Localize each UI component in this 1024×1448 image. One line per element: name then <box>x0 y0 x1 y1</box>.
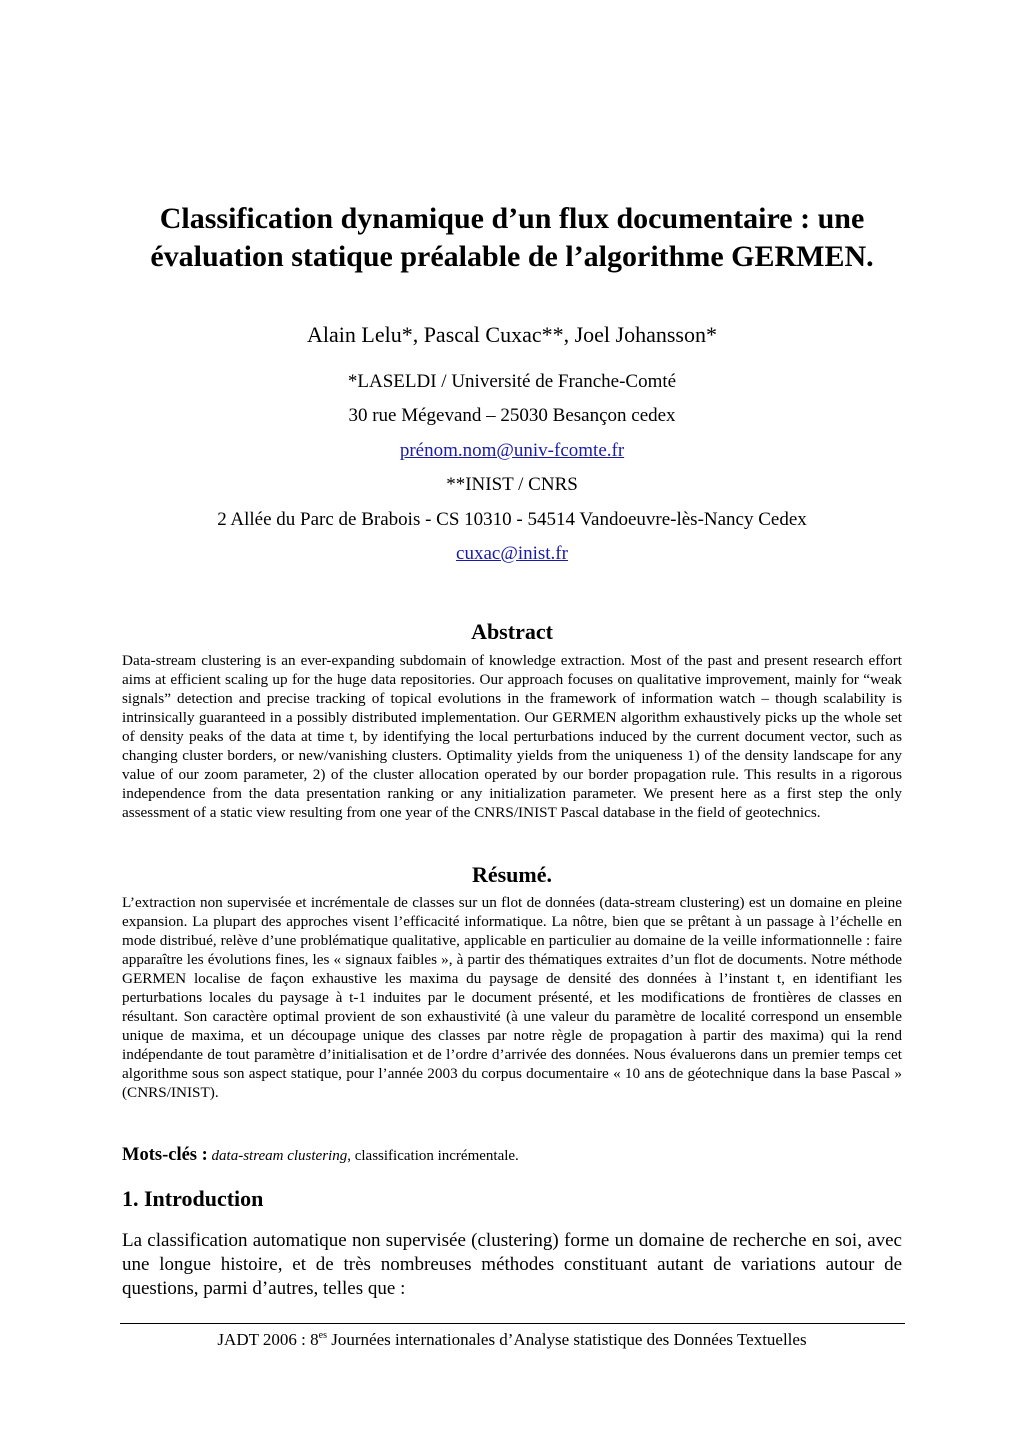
keywords-rest: , classification incrémentale. <box>347 1148 519 1164</box>
affiliation-1-email-link[interactable]: prénom.nom@univ-fcomte.fr <box>399 440 625 461</box>
footer-suffix: Journées internationales d’Analyse statistique des Données Textuelles <box>327 1330 807 1349</box>
title-line-2: évaluation statique préalable de l’algorithme GERMEN. <box>150 240 874 273</box>
keywords-line <box>122 1144 902 1167</box>
introduction-text: La classification automatique non supervisée (clustering) forme un domaine de recherche en soi, avec une longue histoire, et de très nombreuses méthodes constituant autant de variations autour de questions, parmi d’autres, telles que : <box>122 1230 902 1299</box>
abstract-text: Data-stream clustering is an ever-expanding subdomain of knowledge extraction. Most of the past and present research effort aims at efficient scaling up for the huge data repositories. Our approach focuses on qualitative improvement, mainly for “weak signals” detection and precise tracking of topical evolutions in the framework of information watch – though scalability is intrinsically guaranteed in a possibly distributed implementation. Our GERMEN algorithm exhaustively picks up the whole set of density peaks of the data at time t, by identifying the local perturbations induced by the current document vector, such as changing cluster borders, or new/vanishing clusters. Optimality yields from the uniqueness 1) of the density landscape for any value of our zoom parameter, 2) of the cluster allocation operated by our border propagation rule. This results in a rigorous independence from the data presentation ranking or any initialization parameter. We present here as a first step the only assessment of a static view resulting from one year of the CNRS/INIST Pascal database in the field of geotechnics. <box>122 652 902 821</box>
resume-heading: Résumé. <box>471 862 553 887</box>
footer-prefix: JADT 2006 : 8 <box>217 1330 319 1349</box>
abstract-heading: Abstract <box>471 619 553 644</box>
resume-text: L’extraction non supervisée et incrémentale de classes sur un flot de données (data-stream clustering) est un domaine en pleine expansion. La plupart des approches visent l’efficacité informatique. La nôtre, bien que se prêtant à un passage à l’échelle en mode distribué, relève d’une problématique qualitative, applicable en particulier au domaine de la veille informationnelle : faire apparaître les évolutions fines, les « signaux faibles », à partir des thématiques extraites d’un flot de documents. Notre méthode GERMEN localise de façon exhaustive les maxima du paysage de densité des données à l’instant t, en identifiant les perturbations locales du paysage à t-1 induites par le document présenté, et les modifications de frontières de classes en résultant. Son caractère optimal provient de son exhaustivité (à une valeur du paramètre de localité correspond un ensemble unique de maxima, et un découpage unique des classes par notre règle de propagation à partir des maxima) qui la rend indépendante de tout paramètre d’initialisation et de l’ordre d’arrivée des données. Nous évaluerons dans un premier temps cet algorithme sous son aspect statique, pour l’année 2003 du corpus documentaire « 10 ans de géotechnique dans la base Pascal » (CNRS/INIST). <box>122 894 902 1101</box>
affiliation-2-email-line <box>0 542 1024 566</box>
footer-superscript: es <box>318 1330 327 1341</box>
affiliation-1-address: 30 rue Mégevand – 25030 Besançon cedex <box>348 405 676 426</box>
footer-divider <box>120 1323 905 1324</box>
paper-title <box>100 200 924 276</box>
affiliation-2-name: **INIST / CNRS <box>446 474 578 495</box>
author-list: Alain Lelu*, Pascal Cuxac**, Joel Johansson* <box>307 322 717 347</box>
affiliation-2-address: 2 Allée du Parc de Brabois - CS 10310 - 54514 Vandoeuvre-lès-Nancy Cedex <box>217 509 807 530</box>
page-footer <box>0 1329 1024 1351</box>
keywords-italic-term: data-stream clustering <box>211 1148 348 1164</box>
affiliation-2-email-link[interactable]: cuxac@inist.fr <box>456 543 568 564</box>
introduction-heading: 1. Introduction <box>122 1186 264 1211</box>
affiliation-1-email-line <box>0 439 1024 463</box>
keywords-label: Mots-clés : <box>122 1145 208 1165</box>
title-line-1: Classification dynamique d’un flux documentaire : une <box>159 202 865 235</box>
affiliation-1-name: *LASELDI / Université de Franche-Comté <box>347 371 677 392</box>
